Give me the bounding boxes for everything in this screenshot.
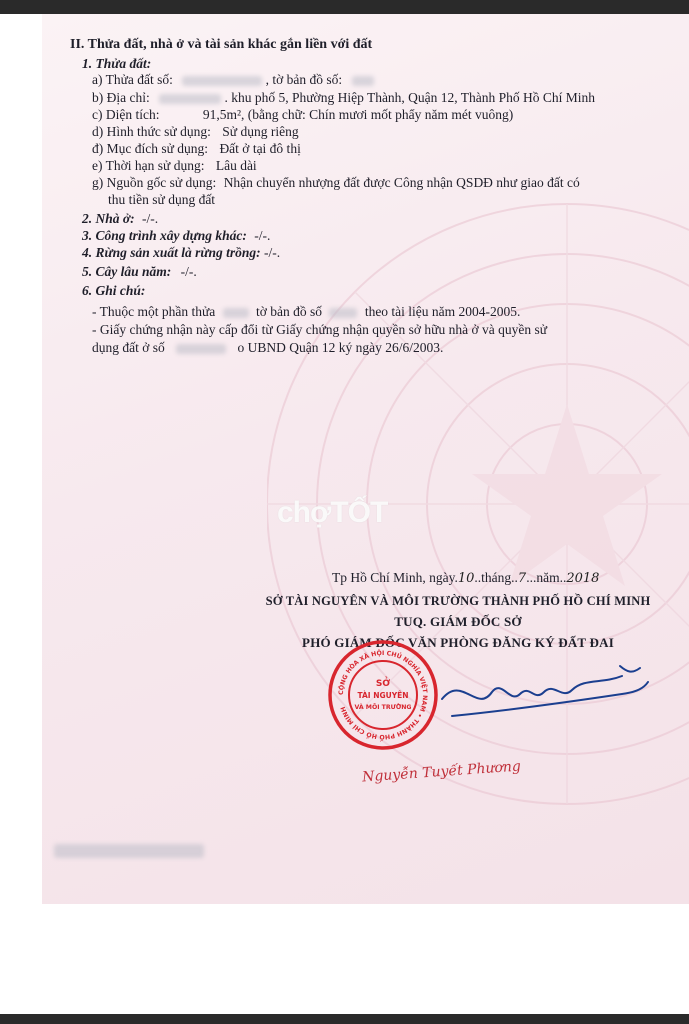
area-value: 91,5m², (bằng chữ: Chín mươi mốt phẩy năm mét vuông) [202,107,514,122]
note-3-part-a: dụng đất ở số [92,340,165,355]
signer-role-1: TUQ. GIÁM ĐỐC SỞ [394,614,522,629]
address-row [92,89,595,106]
note-line-2: - Giấy chứng nhận này cấp đổi từ Giấy chứng nhận quyền sở hữu nhà ở và quyền sử [92,322,548,337]
origin-value: Nhận chuyển nhượng đất được Công nhận QSDĐ như giao đất có [223,175,580,190]
usage-purpose-row [92,140,301,157]
top-bar [0,0,689,14]
address-label: b) Địa chỉ: [92,90,150,105]
note-1-part-a: - Thuộc một phần thửa [92,304,216,319]
house-row [82,210,158,227]
forest-row [82,244,280,261]
usage-term-value: Lâu dài [215,158,257,173]
usage-purpose-label: đ) Mục đích sử dụng: [92,141,209,156]
trees-value: -/-. [180,264,197,279]
forest-label: 4. Rừng sản xuất là rừng trồng: [82,245,261,260]
land-heading: 1. Thửa đất: [82,56,152,71]
address-value: . khu phố 5, Phường Hiệp Thành, Quận 12, Thành Phố Hồ Chí Minh [224,90,596,105]
usage-purpose-value: Đất ở tại đô thị [219,141,301,156]
signer-name: Nguyễn Tuyết Phương [361,758,522,786]
parcel-number-label: a) Thửa đất số: [92,72,173,87]
area-label: c) Diện tích: [92,107,160,122]
note-line-3 [92,339,443,356]
origin-row [92,174,580,191]
construction-row [82,227,270,244]
redacted-footer-note [54,842,204,860]
house-value: -/-. [142,211,159,226]
usage-term-row [92,157,257,174]
usage-form-row [92,123,299,140]
notes-heading: 6. Ghi chú: [82,283,146,298]
usage-term-label: e) Thời hạn sử dụng: [92,158,205,173]
seal-center-line-2: TÀI NGUYÊN [357,691,409,700]
area-row [92,106,513,123]
note-3-part-b: o UBND Quận 12 ký ngày 26/6/2003. [237,340,444,355]
redacted-parcel-number [182,76,262,86]
house-label: 2. Nhà ở: [82,211,135,226]
origin-value-continued: thu tiền sử dụng đất [108,192,216,207]
trees-label: 5. Cây lâu năm: [82,264,172,279]
place-date-line [332,570,599,586]
note-1-part-c: theo tài liệu năm 2004-2005. [364,304,521,319]
forest-value: -/-. [263,245,281,260]
seal-center-line-3: VÀ MÔI TRƯỜNG [354,704,412,711]
place-date-prefix: Tp Hồ Chí Minh, ngày. [332,570,458,585]
year-label: ...năm.. [526,570,567,585]
certificate-page [42,14,689,904]
sign-month: 7 [517,571,527,586]
seal-center-line-1: SỞ [375,679,391,689]
note-line-1 [92,303,520,320]
construction-value: -/-. [254,228,271,243]
usage-form-value: Sử dụng riêng [222,124,299,139]
seal-ring-text: CỘNG HÒA XÃ HỘI CHỦ NGHĨA VIỆT NAM • THÀNH PHỐ HỒ CHÍ MINH [337,649,429,741]
origin-label: g) Nguồn gốc sử dụng: [92,175,217,190]
redacted-parcel-ref [223,308,249,318]
month-label: ..tháng.. [474,570,518,585]
background-emblem [267,84,689,904]
watermark-logo: chợTỐT [277,496,388,529]
redacted-house-number [159,94,221,104]
bottom-bar [0,1014,689,1024]
note-1-part-b: tờ bản đồ số [256,304,323,319]
construction-label: 3. Công trình xây dựng khác: [82,228,247,243]
trees-row [82,263,197,280]
section-title: II. Thửa đất, nhà ở và tài sản khác gắn liền với đất [70,37,373,52]
redacted-map-ref [329,308,357,318]
signer-role-2: PHÓ GIÁM ĐỐC VĂN PHÒNG ĐĂNG KÝ ĐẤT ĐAI [302,635,614,650]
issuing-organization: SỞ TÀI NGUYÊN VÀ MÔI TRƯỜNG THÀNH PHỐ HỒ CHÍ MINH [265,594,651,608]
redacted-map-sheet [352,76,374,86]
parcel-number-row [92,71,374,88]
map-sheet-label: , tờ bản đồ số: [265,72,343,87]
sign-year: 2018 [566,571,600,586]
redacted-certificate-number [176,344,226,354]
handwritten-signature [422,654,652,744]
usage-form-label: d) Hình thức sử dụng: [92,124,211,139]
sign-day: 10 [457,571,475,586]
